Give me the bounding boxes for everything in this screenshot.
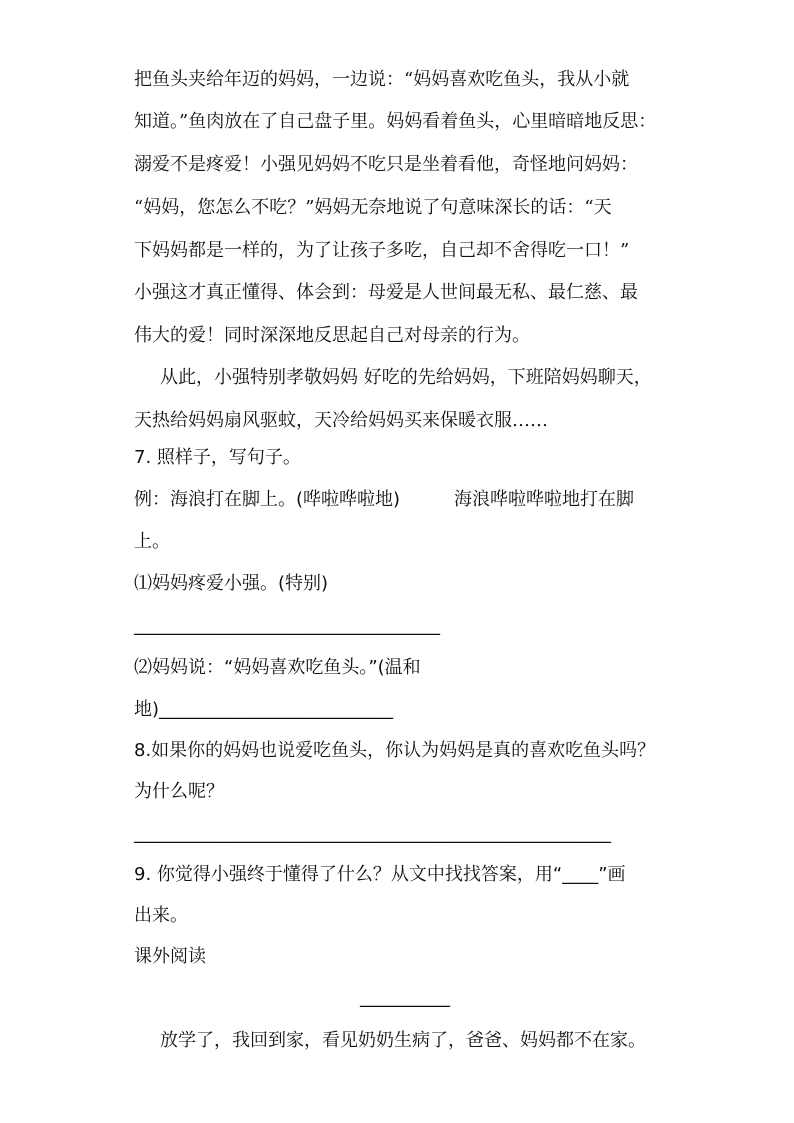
answer-blank-2: 地)__________________________ — [134, 699, 394, 720]
question-7-item-2: ⑵妈妈说：“妈妈喜欢吃鱼头。”(温和 — [134, 657, 421, 678]
section-heading-extra-reading: 课外阅读 — [134, 946, 206, 967]
title-blank: __________ — [360, 987, 450, 1008]
question-9-end: 出来。 — [134, 905, 188, 926]
question-7-example: 例：海浪打在脚上。(哗啦哗啦地) 海浪哗啦哗啦地打在脚 — [134, 489, 635, 510]
passage-line-5: 下妈妈都是一样的，为了让孩子多吃，自己却不舍得吃一口！” — [134, 240, 630, 261]
passage-line-7: 伟大的爱！同时深深地反思起自己对母亲的行为。 — [134, 325, 530, 346]
passage-line-1: 把鱼头夹给年迈的妈妈，一边说：“妈妈喜欢吃鱼头，我从小就 — [134, 69, 630, 90]
question-7-title: 7. 照样子，写句子。 — [134, 447, 301, 468]
passage-line-9: 天热给妈妈扇风驱蚊，天冷给妈妈买来保暖衣服…… — [134, 410, 548, 431]
passage-line-8: 从此，小强特别孝敬妈妈 好吃的先给妈妈，下班陪妈妈聊天， — [160, 367, 652, 388]
passage-line-6: 小强这才真正懂得、体会到：母爱是人世间最无私、最仁慈、最 — [134, 282, 638, 303]
passage-line-4: “妈妈，您怎么不吃？”妈妈无奈地说了句意味深长的话：“天 — [134, 197, 612, 218]
answer-blank-1: __________________________________ — [134, 615, 440, 636]
question-9: 9. 你觉得小强终于懂得了什么？从文中找找答案，用“____”画 — [134, 864, 626, 885]
question-7-item-1: ⑴妈妈疼爱小强。(特别) — [134, 573, 329, 594]
question-8-end: 为什么呢？ — [134, 781, 224, 802]
question-8: 8.如果你的妈妈也说爱吃鱼头，你认为妈妈是真的喜欢吃鱼头吗？ — [134, 740, 656, 761]
answer-blank-3: _____________________________________________________ — [134, 823, 611, 844]
question-7-example-end: 上。 — [134, 531, 170, 552]
passage-line-2: 知道。”鱼肉放在了自己盘子里。妈妈看着鱼头，心里暗暗地反思： — [134, 111, 657, 132]
extra-reading-paragraph-line-1: 放学了，我回到家，看见奶奶生病了，爸爸、妈妈都不在家。 — [160, 1030, 646, 1051]
passage-line-3: 溺爱不是疼爱！小强见妈妈不吃只是坐着看他，奇怪地问妈妈： — [134, 154, 638, 175]
